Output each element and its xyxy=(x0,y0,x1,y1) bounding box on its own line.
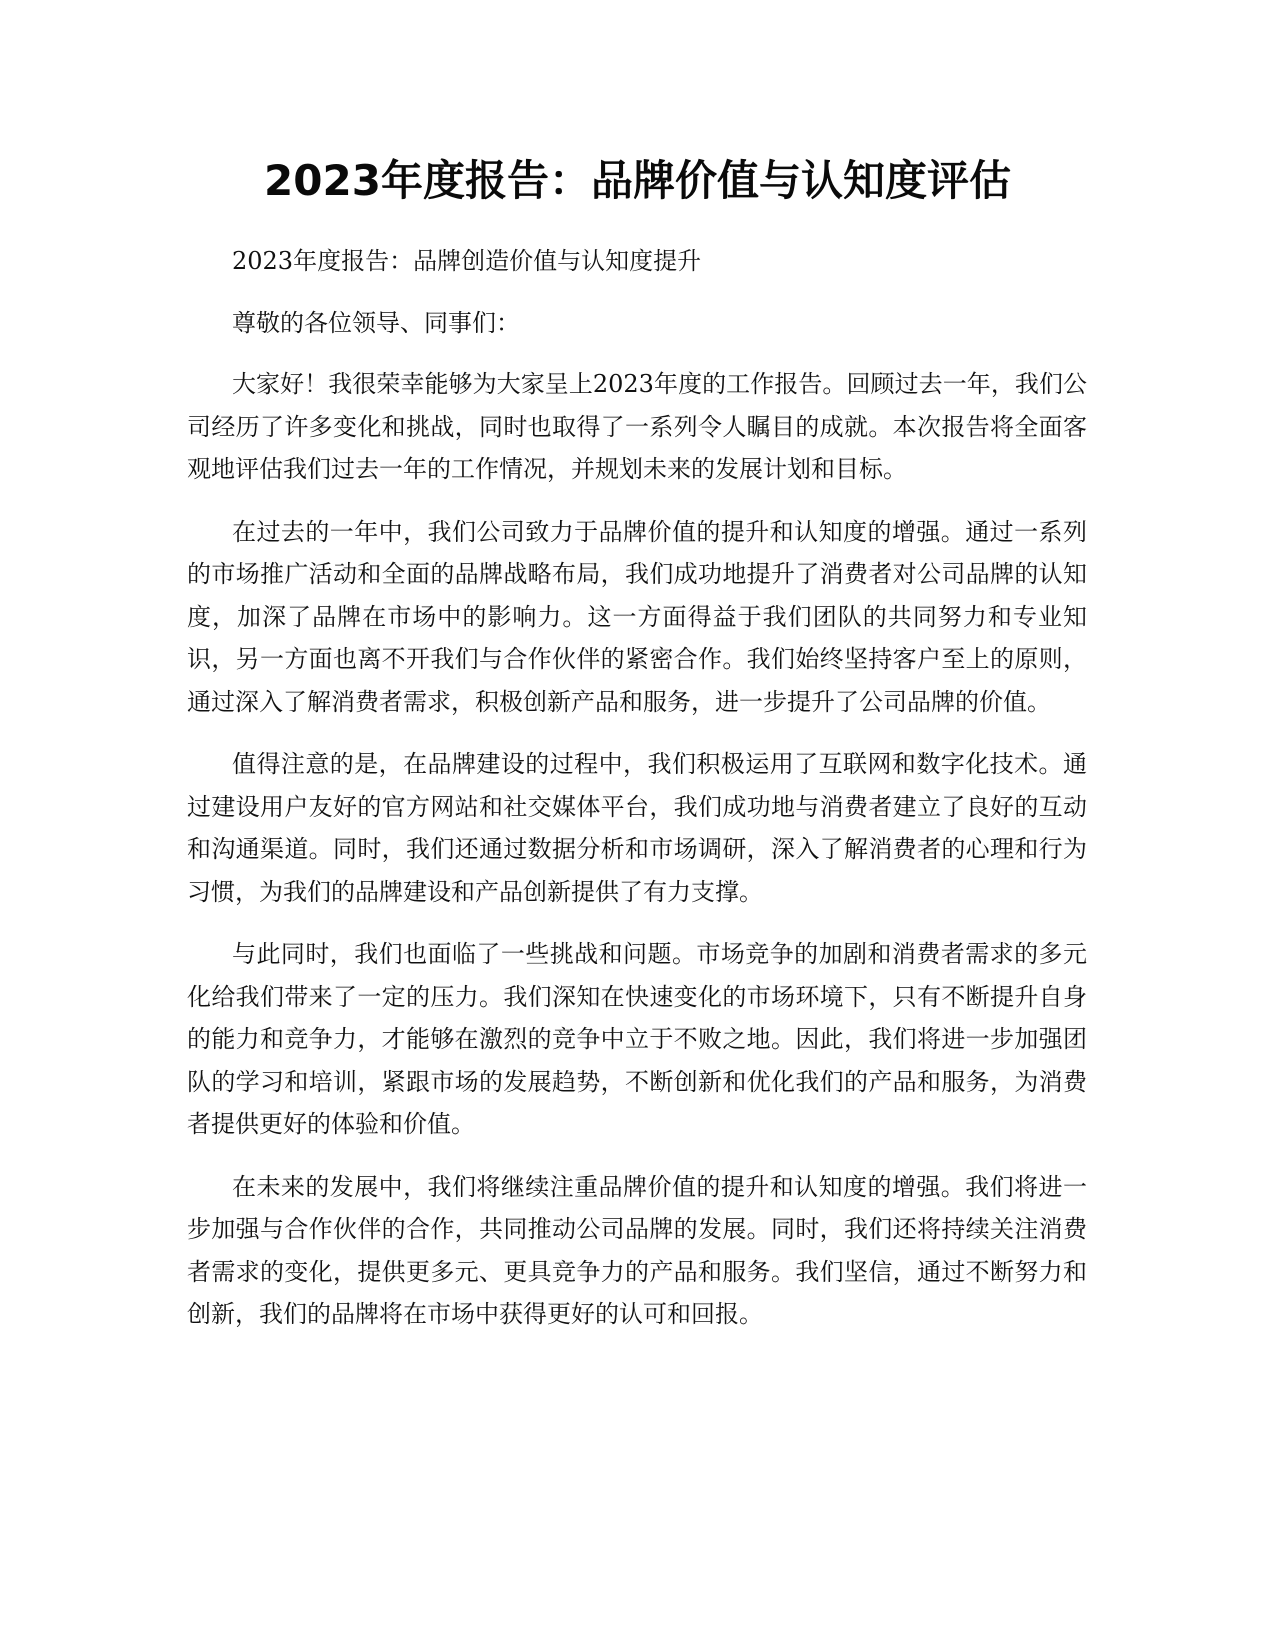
paragraph-future: 在未来的发展中，我们将继续注重品牌价值的提升和认知度的增强。我们将进一步加强与合作伙伴的合作，共同推动公司品牌的发展。同时，我们还将持续关注消费者需求的变化，提供更多元、更具竞争力的产品和服务。我们坚信，通过不断努力和创新，我们的品牌将在市场中获得更好的认可和回报。 xyxy=(187,1172,1087,1328)
paragraph-digital: 值得注意的是，在品牌建设的过程中，我们积极运用了互联网和数字化技术。通过建设用户友好的官方网站和社交媒体平台，我们成功地与消费者建立了良好的互动和沟通渠道。同时，我们还通过数据分析和市场调研，深入了解消费者的心理和行为习惯，为我们的品牌建设和产品创新提供了有力支撑。 xyxy=(187,750,1087,906)
document-subtitle: 2023年度报告：品牌创造价值与认知度提升 xyxy=(232,247,702,275)
paragraph-challenges: 与此同时，我们也面临了一些挑战和问题。市场竞争的加剧和消费者需求的多元化给我们带来了一定的压力。我们深知在快速变化的市场环境下，只有不断提升自身的能力和竞争力，才能够在激烈的竞争中立于不败之地。因此，我们将进一步加强团队的学习和培训，紧跟市场的发展趋势，不断创新和优化我们的产品和服务，为消费者提供更好的体验和价值。 xyxy=(187,940,1087,1138)
document-title: 2023年度报告：品牌价值与认知度评估 xyxy=(264,156,1011,205)
paragraph-intro: 大家好！我很荣幸能够为大家呈上2023年度的工作报告。回顾过去一年，我们公司经历了许多变化和挑战，同时也取得了一系列令人瞩目的成就。本次报告将全面客观地评估我们过去一年的工作情况，并规划未来的发展计划和目标。 xyxy=(187,370,1087,483)
paragraph-brand-value: 在过去的一年中，我们公司致力于品牌价值的提升和认知度的增强。通过一系列的市场推广活动和全面的品牌战略布局，我们成功地提升了消费者对公司品牌的认知度，加深了品牌在市场中的影响力。这一方面得益于我们团队的共同努力和专业知识，另一方面也离不开我们与合作伙伴的紧密合作。我们始终坚持客户至上的原则，通过深入了解消费者需求，积极创新产品和服务，进一步提升了公司品牌的价值。 xyxy=(187,517,1087,716)
greeting: 尊敬的各位领导、同事们： xyxy=(232,308,520,337)
document-body xyxy=(187,240,1087,1356)
